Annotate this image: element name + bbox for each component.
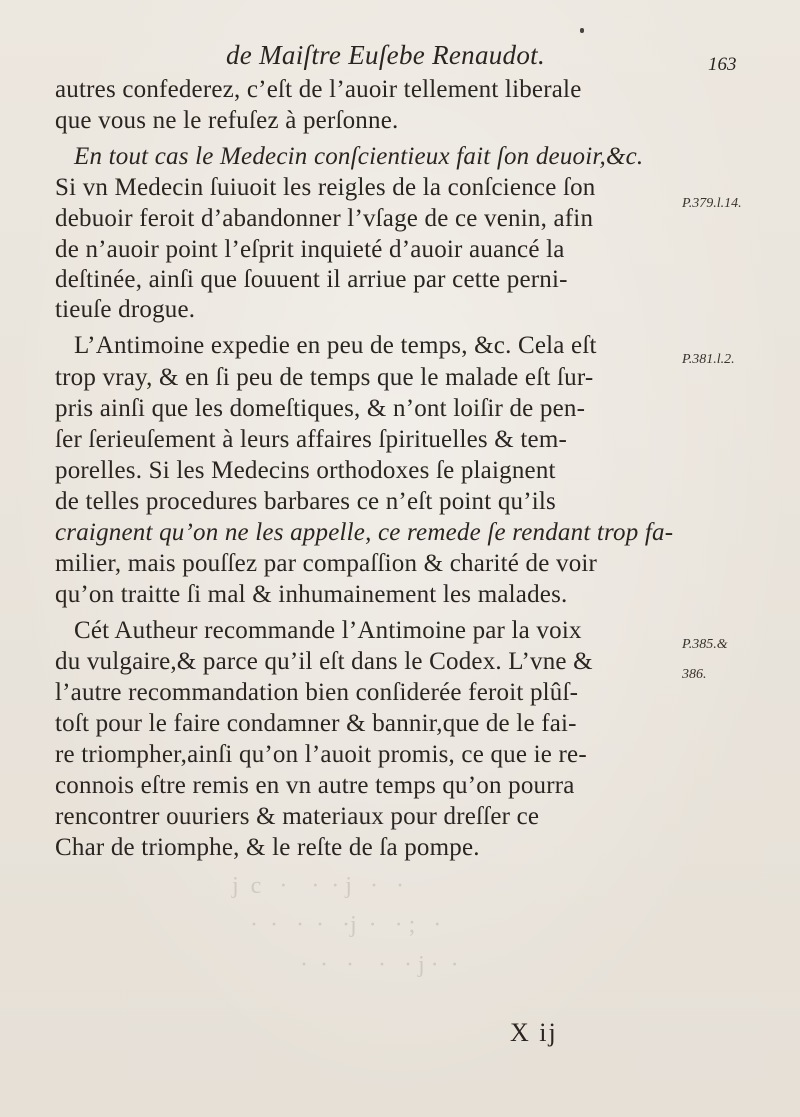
margin-note: P.381.l.2. [682, 352, 735, 367]
text-line: de telles procedures barbares ce n’eſt point qu’ils [55, 488, 556, 515]
text-line: trop vray, & en ſi peu de temps que le malade eſt ſur- [55, 364, 594, 391]
text-line: Cét Autheur recommande l’Antimoine par la voix [74, 617, 582, 644]
page-number: 163 [708, 54, 737, 75]
section-heading: L’Antimoine expedie en peu de temps, &c. Cela eſt [74, 332, 597, 359]
text-line: l’autre recommandation bien conſiderée feroit plûſ- [55, 679, 579, 706]
margin-note: 386. [682, 667, 707, 682]
text-line: Si vn Medecin ſuiuoit les reigles de la conſcience ſon [55, 174, 596, 201]
margin-note: P.385.& [682, 637, 728, 652]
text-line: du vulgaire,& parce qu’il eſt dans le Codex. L’vne & [55, 648, 593, 675]
text-line: que vous ne le refuſez à perſonne. [55, 107, 399, 134]
text-line: tieuſe drogue. [55, 296, 196, 323]
section-heading: En tout cas le Medecin conſcientieux fait ſon deuoir,&c. [74, 143, 644, 170]
text-line: debuoir feroit d’abandonner l’vſage de ce venin, afin [55, 205, 594, 232]
text-line: porelles. Si les Medecins orthodoxes ſe plaignent [55, 457, 556, 484]
text-line: qu’on traitte ſi mal & inhumainement les malades. [55, 581, 568, 608]
text-line: ſer ſerieuſement à leurs affaires ſpirituelles & tem- [55, 426, 568, 453]
margin-note: P.379.l.14. [682, 196, 742, 211]
text-line: rencontrer ouuriers & materiaux pour dreſſer ce [55, 803, 540, 830]
page-header [0, 28, 800, 74]
text-line: toſt pour le faire condamner & bannir,que de le fai- [55, 710, 577, 737]
text-line: Char de triomphe, & le reſte de ſa pompe. [55, 834, 480, 861]
running-title: de Maiſtre Euſebe Renaudot. [226, 40, 546, 70]
text-line: craignent qu’on ne les appelle, ce remede ſe rendant trop fa- [55, 519, 674, 546]
text-line: milier, mais pouſſez par compaſſion & charité de voir [55, 550, 598, 577]
text-line: autres confederez, c’eſt de l’auoir tellement liberale [55, 76, 582, 103]
text-line: re triompher,ainſi qu’on l’auoit promis, ce que ie re- [55, 741, 587, 768]
signature-mark: X ij [510, 1018, 558, 1047]
bleed-through-text: · · · · · j · · [300, 952, 459, 978]
text-line: deſtinée, ainſi que ſouuent il arriue par cette perni- [55, 266, 568, 293]
bleed-through-text: j c · · · j · · [232, 873, 404, 899]
text-line: de n’auoir point l’eſprit inquieté d’auoir auancé la [55, 236, 565, 263]
ink-mark [580, 28, 584, 33]
text-line: connois eſtre remis en vn autre temps qu’on pourra [55, 772, 575, 799]
bleed-through-text: · · · · ·j · · ; · [250, 912, 442, 938]
text-line: pris ainſi que les domeſtiques, & n’ont loiſir de pen- [55, 395, 586, 422]
